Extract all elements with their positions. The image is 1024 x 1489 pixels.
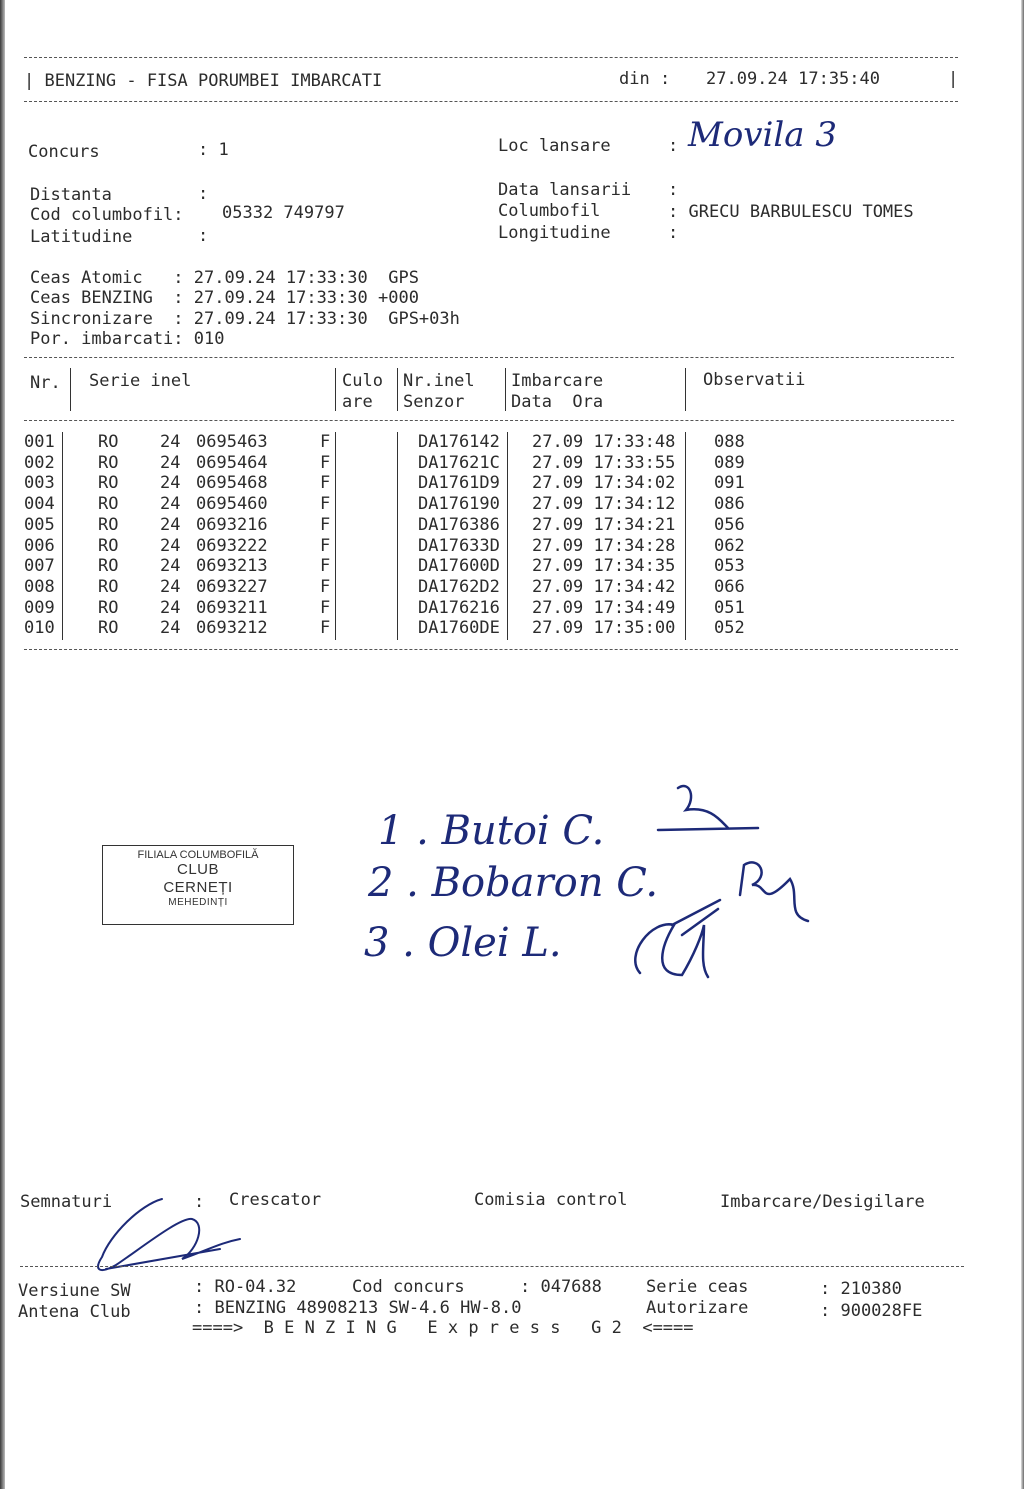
club-stamp — [102, 845, 294, 925]
row-nr: 009 — [24, 597, 55, 618]
header-top-rule — [24, 57, 958, 58]
row-nr: 002 — [24, 452, 55, 473]
longitudine-value: : — [668, 223, 679, 243]
row-nr: 008 — [24, 576, 55, 597]
row-date: 27.09 — [532, 452, 584, 473]
row-ring-number: 0693211 — [196, 597, 268, 618]
table-row — [24, 556, 794, 577]
col-header-culoare-1: Culo — [342, 371, 383, 391]
print-datetime: 27.09.24 17:35:40 — [706, 69, 880, 89]
row-datetime — [528, 453, 710, 474]
ceas-benzing-line: Ceas BENZING : 27.09.24 17:33:30 +000 — [30, 288, 419, 308]
row-date: 27.09 — [532, 514, 584, 535]
table-row — [24, 473, 794, 494]
row-nr: 007 — [24, 556, 55, 577]
row-time: 17:34:02 — [593, 473, 676, 494]
row-datetime — [528, 473, 710, 494]
row-color — [356, 536, 414, 557]
row-datetime — [528, 432, 710, 453]
col-divider-imbarcare — [685, 368, 686, 411]
row-ring-number: 0695463 — [196, 432, 268, 452]
row-time: 17:34:49 — [593, 597, 676, 618]
ceas-atomic-line: Ceas Atomic : 27.09.24 17:33:30 GPS — [30, 268, 419, 288]
row-sensor: DA176386 — [418, 514, 500, 535]
row-color — [356, 556, 414, 577]
row-sex: F — [320, 514, 331, 535]
row-country: RO — [98, 556, 119, 577]
row-time: 17:33:48 — [593, 432, 676, 452]
col-header-nr: Nr. — [30, 373, 61, 393]
table-row — [24, 577, 794, 598]
row-year: 24 — [160, 576, 181, 597]
row-nr: 006 — [24, 535, 55, 556]
autorizare-label: Autorizare — [646, 1298, 749, 1318]
row-nr: 010 — [24, 618, 55, 639]
row-datetime — [528, 494, 710, 515]
signature-1 — [650, 780, 770, 840]
row-observatii: 052 — [714, 618, 745, 639]
row-country: RO — [98, 597, 119, 618]
row-time: 17:34:21 — [593, 514, 676, 535]
row-sex: F — [320, 452, 331, 473]
porumbei-imbarcati-line: Por. imbarcati: 010 — [30, 329, 225, 349]
data-lansarii-label: Data lansarii — [498, 180, 632, 200]
table-top-rule — [24, 357, 954, 358]
row-observatii: 066 — [714, 576, 745, 597]
row-color — [356, 618, 414, 639]
row-time: 17:34:12 — [593, 494, 676, 515]
row-sensor: DA176216 — [418, 597, 500, 618]
versiune-sw-label: Versiune SW — [18, 1281, 131, 1301]
row-color — [356, 494, 414, 515]
loc-lansare-label: Loc lansare — [498, 136, 611, 156]
row-observatii: 053 — [714, 556, 745, 577]
row-sensor: DA17621C — [418, 452, 500, 473]
cod-columbofil-label: Cod columbofil: — [30, 205, 184, 225]
columbofil-label: Columbofil — [498, 201, 601, 221]
handwritten-item-3: 3 . Olei L. — [364, 920, 562, 966]
stamp-line-4: MEHEDINȚI — [168, 897, 228, 908]
loc-lansare-handwritten: Movila 3 — [688, 115, 837, 155]
row-sensor: DA17600D — [418, 556, 500, 577]
row-date: 27.09 — [532, 597, 584, 618]
row-nr: 003 — [24, 473, 55, 494]
row-color — [356, 577, 414, 598]
row-ring-number: 0693227 — [196, 576, 268, 597]
versiune-sw-value: : RO-04.32 — [194, 1277, 297, 1297]
row-date: 27.09 — [532, 535, 584, 556]
stamp-line-1: FILIALA COLUMBOFILĂ — [137, 849, 259, 861]
row-year: 24 — [160, 514, 181, 535]
row-time: 17:33:55 — [593, 452, 676, 473]
row-sex: F — [320, 473, 331, 494]
row-color — [356, 473, 414, 494]
row-country: RO — [98, 494, 119, 515]
row-sensor: DA176142 — [418, 432, 500, 452]
columbofil-value: : GRECU BARBULESCU TOMES — [668, 202, 914, 222]
table-row — [24, 432, 794, 453]
crescator-signature — [70, 1195, 250, 1285]
row-date: 27.09 — [532, 618, 584, 639]
comisia-control-label: Comisia control — [474, 1190, 628, 1210]
header-end-bar: | — [948, 69, 959, 89]
table-row — [24, 515, 794, 536]
col-header-imbarcare-2: Data Ora — [511, 392, 604, 412]
autorizare-value: : 900028FE — [820, 1301, 923, 1321]
row-datetime — [528, 536, 710, 557]
cod-concurs-label: Cod concurs — [352, 1277, 465, 1297]
row-ring-number: 0695460 — [196, 494, 268, 515]
data-lansarii-value: : — [668, 180, 679, 200]
cod-concurs-value: : 047688 — [520, 1277, 602, 1297]
row-color — [356, 453, 414, 474]
latitudine-label: Latitudine — [30, 227, 133, 247]
col-header-nrinel-2: Senzor — [403, 392, 465, 412]
col-divider-serie — [335, 368, 336, 411]
row-sex: F — [320, 535, 331, 556]
serie-ceas-label: Serie ceas — [646, 1277, 749, 1297]
row-ring-number: 0693213 — [196, 556, 268, 577]
handwritten-item-2: 2 . Bobaron C. — [368, 860, 659, 906]
row-observatii: 088 — [714, 432, 745, 452]
table-row — [24, 598, 794, 619]
row-observatii: 089 — [714, 452, 745, 473]
row-color — [356, 432, 414, 453]
footer-top-rule — [20, 1266, 964, 1267]
col-header-observatii: Observatii — [703, 370, 806, 390]
row-country: RO — [98, 535, 119, 556]
header-bottom-rule — [24, 101, 958, 102]
row-ring-number: 0693222 — [196, 535, 268, 556]
row-year: 24 — [160, 597, 181, 618]
row-sensor: DA1760DE — [418, 618, 500, 639]
handwritten-item-1: 1 . Butoi C. — [378, 808, 605, 854]
row-country: RO — [98, 576, 119, 597]
cod-columbofil-value: 05332 749797 — [222, 203, 345, 223]
pigeon-table — [24, 432, 794, 639]
device-brand-line: ====> B E N Z I N G E x p r e s s G 2 <==== — [192, 1318, 694, 1338]
row-observatii: 056 — [714, 514, 745, 535]
row-time: 17:34:35 — [593, 556, 676, 577]
row-datetime — [528, 556, 710, 577]
longitudine-label: Longitudine — [498, 223, 611, 243]
row-nr: 005 — [24, 514, 55, 535]
row-ring-number: 0695464 — [196, 452, 268, 473]
imbarcare-desigilare-label: Imbarcare/Desigilare — [720, 1192, 925, 1212]
signature-3 — [622, 895, 732, 990]
table-bottom-rule — [24, 649, 958, 650]
stamp-line-2: CLUB — [176, 861, 219, 878]
row-color — [356, 515, 414, 536]
row-country: RO — [98, 514, 119, 535]
row-nr: 004 — [24, 494, 55, 515]
row-date: 27.09 — [532, 494, 584, 515]
table-row — [24, 453, 794, 474]
row-country: RO — [98, 452, 119, 473]
row-year: 24 — [160, 452, 181, 473]
row-nr: 001 — [24, 432, 55, 452]
row-datetime — [528, 577, 710, 598]
row-observatii: 051 — [714, 597, 745, 618]
row-country: RO — [98, 432, 119, 452]
col-header-serie: Serie inel — [89, 371, 192, 391]
sincronizare-line: Sincronizare : 27.09.24 17:33:30 GPS+03h — [30, 309, 460, 329]
concurs-label: Concurs — [28, 142, 100, 162]
row-sex: F — [320, 576, 331, 597]
date-label: din : — [619, 69, 671, 89]
distanta-label: Distanta — [30, 185, 112, 205]
concurs-value: : 1 — [198, 140, 229, 160]
row-sensor: DA176190 — [418, 494, 500, 515]
row-observatii: 091 — [714, 473, 745, 494]
distanta-value: : — [198, 184, 209, 204]
row-sex: F — [320, 597, 331, 618]
row-date: 27.09 — [532, 473, 584, 494]
table-row — [24, 494, 794, 515]
loc-lansare-colon: : — [668, 136, 679, 156]
row-sex: F — [320, 618, 331, 639]
crescator-label: Crescator — [229, 1190, 322, 1210]
row-time: 17:34:28 — [593, 535, 676, 556]
table-row — [24, 536, 794, 557]
stamp-line-3: CERNEȚI — [163, 879, 233, 896]
col-header-nrinel-1: Nr.inel — [403, 371, 475, 391]
col-header-culoare-2: are — [342, 392, 373, 412]
row-sex: F — [320, 432, 331, 452]
row-datetime — [528, 618, 710, 639]
row-sex: F — [320, 556, 331, 577]
row-ring-number: 0695468 — [196, 473, 268, 494]
row-observatii: 062 — [714, 535, 745, 556]
row-sex: F — [320, 494, 331, 515]
row-time: 17:34:42 — [593, 576, 676, 597]
table-row — [24, 618, 794, 639]
row-country: RO — [98, 618, 119, 639]
row-year: 24 — [160, 556, 181, 577]
paper-left-edge — [0, 0, 5, 1489]
row-year: 24 — [160, 473, 181, 494]
row-datetime — [528, 515, 710, 536]
row-year: 24 — [160, 535, 181, 556]
row-year: 24 — [160, 432, 181, 452]
col-header-imbarcare-1: Imbarcare — [511, 371, 604, 391]
col-divider-nrinel — [505, 368, 506, 411]
row-ring-number: 0693212 — [196, 618, 268, 639]
row-date: 27.09 — [532, 576, 584, 597]
serie-ceas-value: : 210380 — [820, 1279, 902, 1299]
row-date: 27.09 — [532, 556, 584, 577]
antena-club-label: Antena Club — [18, 1302, 131, 1322]
signature-2 — [730, 855, 820, 935]
row-datetime — [528, 598, 710, 619]
row-date: 27.09 — [532, 432, 584, 452]
table-header-rule — [24, 420, 954, 421]
row-year: 24 — [160, 618, 181, 639]
semnaturi-colon: : — [194, 1192, 205, 1212]
row-sensor: DA1762D2 — [418, 576, 500, 597]
row-sensor: DA1761D9 — [418, 473, 500, 494]
latitudine-value: : — [198, 226, 209, 246]
row-sensor: DA17633D — [418, 535, 500, 556]
row-year: 24 — [160, 494, 181, 515]
row-ring-number: 0693216 — [196, 514, 268, 535]
col-divider-nr — [70, 368, 71, 411]
col-divider-culoare — [397, 368, 398, 411]
antena-club-value: : BENZING 48908213 SW-4.6 HW-8.0 — [194, 1298, 522, 1318]
semnaturi-label: Semnaturi — [20, 1192, 113, 1212]
row-color — [356, 598, 414, 619]
row-time: 17:35:00 — [593, 618, 676, 639]
document-title: | BENZING - FISA PORUMBEI IMBARCATI — [24, 71, 383, 91]
row-country: RO — [98, 473, 119, 494]
row-observatii: 086 — [714, 494, 745, 515]
